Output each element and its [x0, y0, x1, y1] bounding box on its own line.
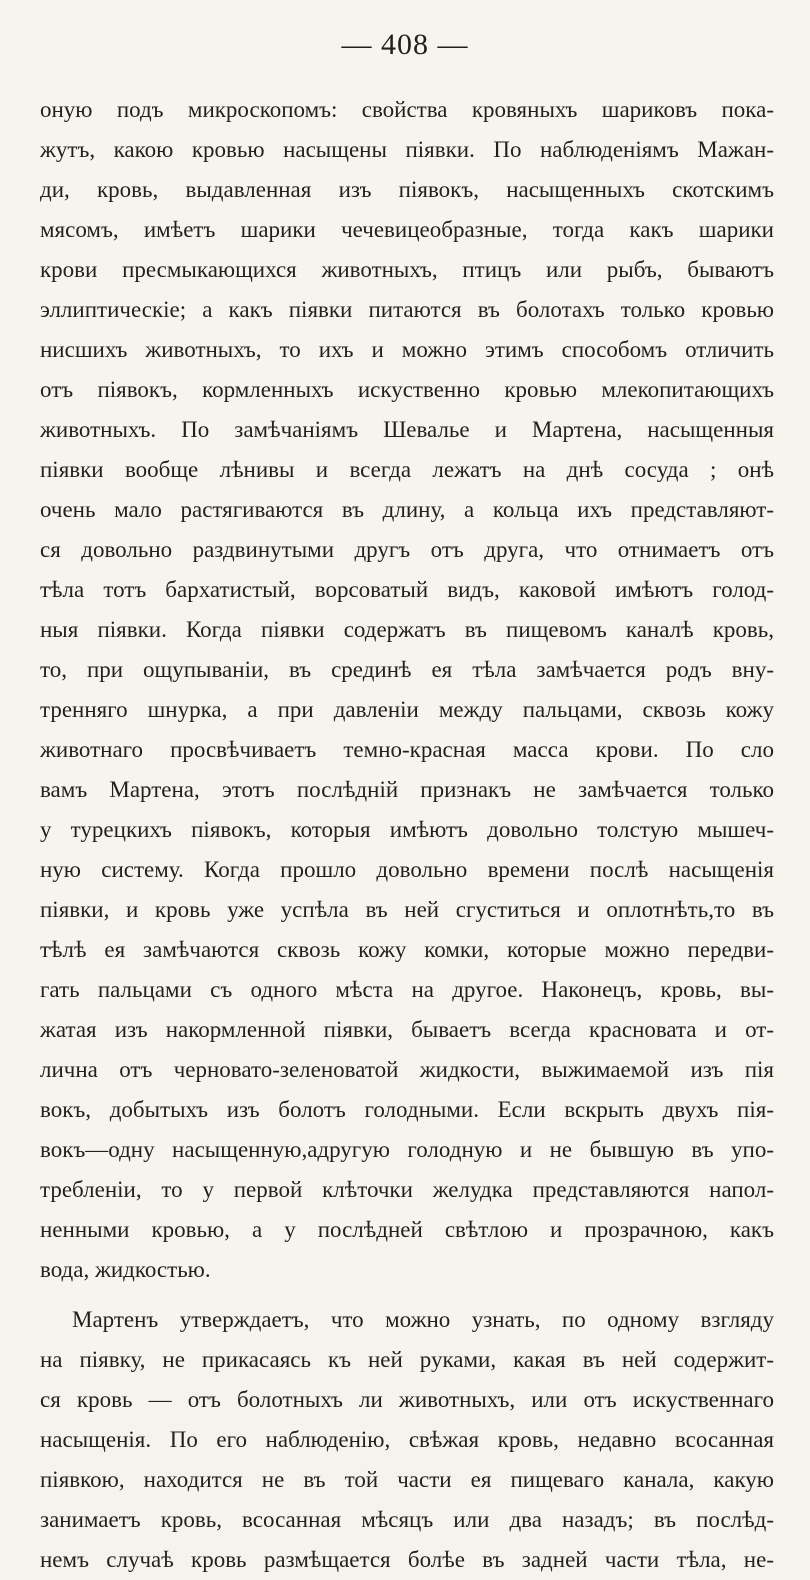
text-line: ныя піявки. Когда піявки содержатъ въ пищевомъ каналѣ кровь,: [40, 617, 774, 642]
text-line: оную подъ микроскопомъ: свойства кровяныхъ шариковъ пока-: [40, 97, 774, 122]
text-line: животнаго просвѣчиваетъ темно-красная масса крови. По сло: [40, 737, 774, 762]
paragraph-2: [40, 1300, 774, 1580]
text-line: немъ случаѣ кровь размѣщается болѣе въ задней части тѣла, не-: [40, 1547, 774, 1572]
text-line: лична отъ черновато-зеленоватой жидкости, выжимаемой изъ пія: [40, 1057, 774, 1082]
text-line: ную систему. Когда прошло довольно времени послѣ насыщенія: [40, 857, 774, 882]
text-line: тѣла тотъ бархатистый, ворсоватый видъ, каковой имѣютъ голод-: [40, 577, 774, 602]
text-line: крови пресмыкающихся животныхъ, птицъ или рыбъ, бываютъ: [40, 257, 774, 282]
paragraph-1: [40, 90, 774, 1290]
text-line: ся довольно раздвинутыми другъ отъ друга, что отнимаетъ отъ: [40, 537, 774, 562]
text-line: піявки вообще лѣнивы и всегда лежатъ на днѣ сосуда ; онѣ: [40, 457, 774, 482]
text-line: эллиптическіе; а какъ піявки питаются въ болотахъ только кровью: [40, 297, 774, 322]
text-line: гать пальцами съ одного мѣста на другое. Наконецъ, кровь, вы-: [40, 977, 774, 1002]
text-line: то, при ощупываніи, въ срединѣ ея тѣла замѣчается родъ вну-: [40, 657, 774, 682]
text-line: ся кровь — отъ болотныхъ ли животныхъ, или отъ искуственнаго: [40, 1387, 774, 1412]
text-line: ненными кровью, а у послѣдней свѣтлою и прозрачною, какъ: [40, 1217, 774, 1242]
text-line: требленіи, то у первой клѣточки желудка представляются напол-: [40, 1177, 774, 1202]
text-line: насыщенія. По его наблюденію, свѣжая кровь, недавно всосанная: [40, 1427, 774, 1452]
text-line: у турецкихъ піявокъ, которыя имѣютъ довольно толстую мышеч-: [40, 817, 774, 842]
text-line: отъ піявокъ, кормленныхъ искуственно кровью млекопитающихъ: [40, 377, 774, 402]
text-line: жутъ, какою кровью насыщены піявки. По наблюденіямъ Мажан-: [40, 137, 774, 162]
text-line: животныхъ. По замѣчаніямъ Шевалье и Мартена, насыщенныя: [40, 417, 774, 442]
text-line: піявкою, находится не въ той части ея пищеваго канала, какую: [40, 1467, 774, 1492]
text-line: мясомъ, имѣетъ шарики чечевицеобразные, тогда какъ шарики: [40, 217, 774, 242]
paragraph-gap: [40, 1290, 774, 1300]
text-line: жатая изъ накормленной піявки, бываетъ всегда красновата и от-: [40, 1017, 774, 1042]
text-line: занимаетъ кровь, всосанная мѣсяцъ или два назадъ; въ послѣд-: [40, 1507, 774, 1532]
text-line: тѣлѣ ея замѣчаются сквозь кожу комки, которые можно передви-: [40, 937, 774, 962]
page-number: — 408 —: [341, 28, 469, 61]
text-line: нисшихъ животныхъ, то ихъ и можно этимъ способомъ отличить: [40, 337, 774, 362]
text-line: вамъ Мартена, этотъ послѣдній признакъ не замѣчается только: [40, 777, 774, 802]
text-line: вода, жидкостью.: [40, 1257, 211, 1282]
text-line: Мартенъ утверждаетъ, что можно узнать, по одному взгляду: [72, 1307, 774, 1332]
text-line: піявки, и кровь уже успѣла въ ней сгуститься и оплотнѣть,то въ: [40, 897, 774, 922]
text-line: ди, кровь, выдавленная изъ піявокъ, насыщенныхъ скотскимъ: [40, 177, 774, 202]
text-line: очень мало растягиваются въ длину, а кольца ихъ представляют-: [40, 497, 774, 522]
text-line: вокъ, добытыхъ изъ болотъ голодными. Если вскрыть двухъ пія-: [40, 1097, 774, 1122]
body-text: [40, 90, 774, 1580]
text-line: вокъ—одну насыщенную,адругую голодную и не бывшую въ упо-: [40, 1137, 774, 1162]
text-line: на піявку, не прикасаясь къ ней руками, какая въ ней содержит-: [40, 1347, 774, 1372]
text-line: тренняго шнурка, а при давленіи между пальцами, сквозь кожу: [40, 697, 774, 722]
